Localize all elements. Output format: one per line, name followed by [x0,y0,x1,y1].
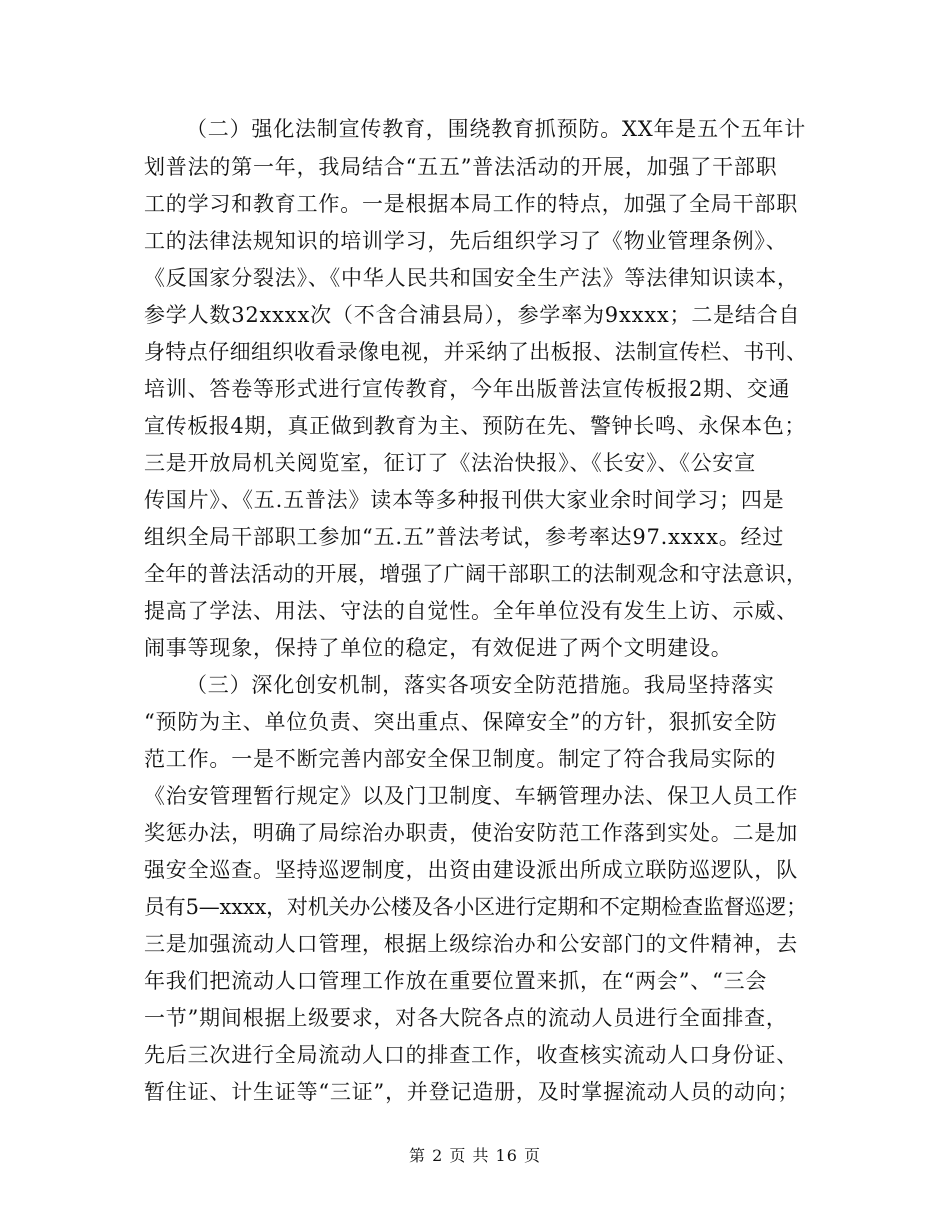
text-line-23: 三是加强流动人口管理，根据上级综治办和公安部门的文件精神，去 [144,932,798,956]
text-line-10: 三是开放局机关阅览室，征订了《法治快报》、《长安》、《公安宣 [144,451,756,475]
text-line-15: 闹事等现象，保持了单位的稳定，有效促进了两个文明建设。 [144,636,733,660]
text-line-27: 暂住证、计生证等“三证”，并登记造册，及时掌握流动人员的动向； [144,1080,800,1104]
text-line-19: 《治安管理暂行规定》以及门卫制度、车辆管理办法、保卫人员工作 [144,784,798,808]
text-line-4: 工的法律法规知识的培训学习，先后组织学习了《物业管理条例》、 [144,229,788,253]
text-line-13: 全年的普法活动的开展，增强了广阔干部职工的法制观念和守法意识， [144,562,808,586]
text-line-5: 《反国家分裂法》、《中华人民共和国安全生产法》等法律知识读本， [144,266,799,290]
text-line-11: 传国片》、《五.五普法》读本等多种报刊供大家业余时间学习；四是 [144,488,785,512]
text-line-9: 宣传板报4期，真正做到教育为主、预防在先、警钟长鸣、永保本色； [144,414,806,438]
text-line-22: 员有5—xxxx，对机关办公楼及各小区进行定期和不定期检查监督巡逻； [144,895,807,919]
page-number-label: 第 2 页 共 16 页 [409,1146,541,1165]
text-line-6: 参学人数32xxxx次（不含合浦县局），参学率为9xxxx；二是结合自 [144,303,801,327]
text-line-21: 强安全巡查。坚持巡逻制度，出资由建设派出所成立联防巡逻队，队 [144,858,798,882]
page-footer [0,1144,950,1168]
text-line-7: 身特点仔细组织收看录像电视，并采纳了出板报、法制宣传栏、书刊、 [144,340,808,364]
text-line-18: 范工作。一是不断完善内部安全保卫制度。制定了符合我局实际的 [144,747,777,771]
text-line-24: 年我们把流动人口管理工作放在重要位置来抓，在“两会”、“三会 [144,969,768,993]
text-line-25: 一节”期间根据上级要求，对各大院各点的流动人员进行全面排查， [144,1006,788,1030]
text-line-17: “预防为主、单位负责、突出重点、保障安全”的方针，狠抓安全防 [144,710,778,734]
text-line-1: （二）强化法制宣传教育，围绕教育抓预防。XX年是五个五年计 [186,117,807,141]
text-line-12: 组织全局干部职工参加“五.五”普法考试，参考率达97.xxxx。经过 [144,525,785,549]
text-line-8: 培训、答卷等形式进行宣传教育，今年出版普法宣传板报2期、交通 [144,377,791,401]
text-line-16: （三）深化创安机制，落实各项安全防范措施。我局坚持落实 [186,673,775,697]
text-line-2: 划普法的第一年，我局结合“五五”普法活动的开展，加强了干部职 [144,155,778,179]
text-line-26: 先后三次进行全局流动人口的排查工作，收查核实流动人口身份证、 [144,1043,798,1067]
text-line-3: 工的学习和教育工作。一是根据本局工作的特点，加强了全局干部职 [144,192,798,216]
text-line-14: 提高了学法、用法、守法的自觉性。全年单位没有发生上访、示威、 [144,599,798,623]
text-line-20: 奖惩办法，明确了局综治办职责，使治安防范工作落到实处。二是加 [144,821,798,845]
